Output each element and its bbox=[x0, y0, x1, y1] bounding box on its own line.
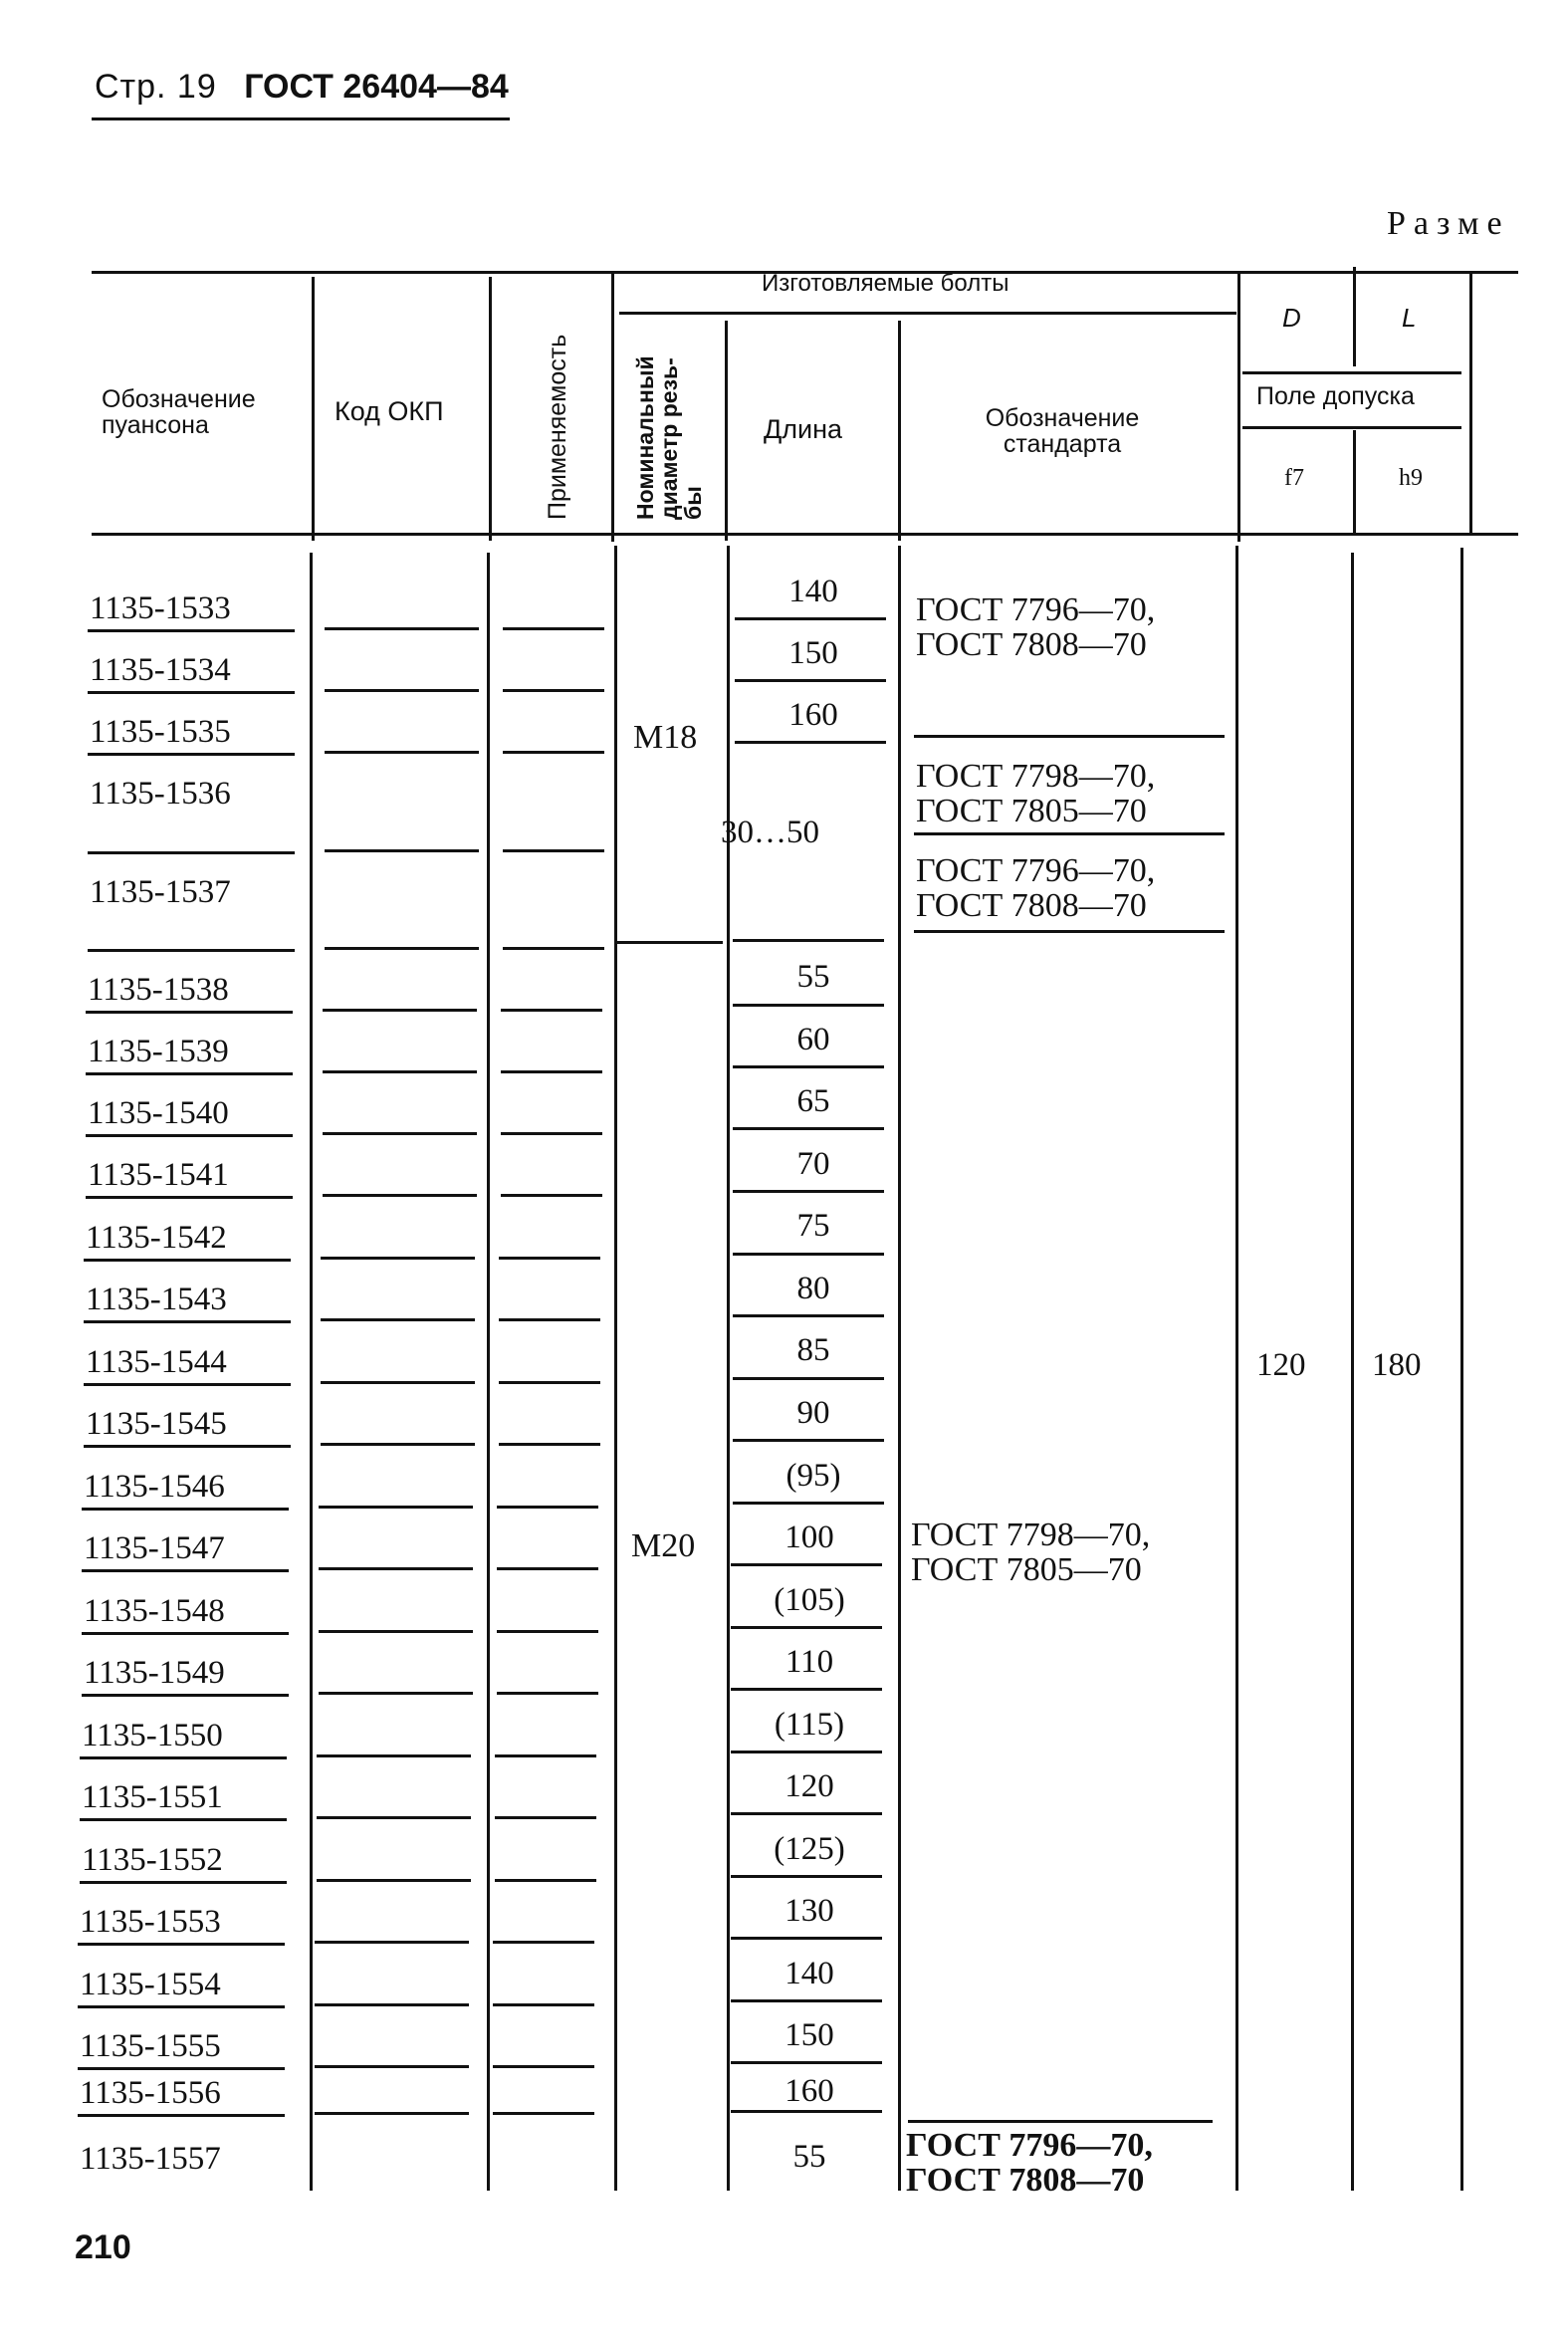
row-rule bbox=[315, 2112, 469, 2115]
row-rule bbox=[503, 627, 604, 630]
length-cell: 70 bbox=[796, 1146, 830, 1182]
length-cell: 90 bbox=[796, 1395, 830, 1431]
top-right-label: Разме bbox=[1387, 205, 1510, 242]
row-rule bbox=[497, 1567, 598, 1570]
row-rule bbox=[82, 1508, 289, 1511]
d-value: 120 bbox=[1256, 1347, 1306, 1383]
table-row-code: 1135-1544 bbox=[86, 1344, 227, 1380]
row-rule bbox=[323, 1009, 477, 1012]
row-rule bbox=[323, 1132, 477, 1135]
standard-cell bbox=[916, 854, 1155, 923]
row-rule bbox=[86, 1134, 293, 1137]
table-row-code: 1135-1548 bbox=[84, 1593, 225, 1629]
row-rule bbox=[78, 2067, 285, 2070]
standard-line: ГОСТ 7796—70, bbox=[906, 2127, 1153, 2164]
row-rule bbox=[78, 1943, 285, 1946]
length-cell: 160 bbox=[784, 2073, 834, 2109]
length-cell: 110 bbox=[784, 1644, 834, 1680]
length-cell: 80 bbox=[796, 1271, 830, 1306]
table-row-code: 1135-1549 bbox=[84, 1655, 225, 1691]
thread-m18: M18 bbox=[633, 719, 698, 756]
length-rule bbox=[733, 1190, 884, 1193]
table-row-code: 1135-1557 bbox=[80, 2141, 221, 2177]
row-rule bbox=[495, 1879, 596, 1882]
col-line-2 bbox=[489, 277, 492, 541]
col-line-7a bbox=[1353, 430, 1356, 535]
running-head bbox=[95, 68, 509, 107]
row-rule bbox=[321, 1381, 475, 1384]
row-rule bbox=[499, 1381, 600, 1384]
standard-line: ГОСТ 7798—70, bbox=[911, 1517, 1151, 1553]
standard-rule bbox=[914, 930, 1225, 933]
standard-cell bbox=[906, 2129, 1153, 2198]
standard-cell bbox=[916, 760, 1155, 828]
row-rule bbox=[315, 1941, 469, 1944]
row-rule bbox=[499, 1318, 600, 1321]
header-okp-code: Код ОКП bbox=[335, 396, 444, 426]
row-rule bbox=[493, 2065, 594, 2068]
length-rule bbox=[733, 939, 884, 942]
page-number: 210 bbox=[75, 2228, 131, 2266]
row-rule bbox=[325, 849, 479, 852]
header-thread-line2: диаметр резь- bbox=[656, 357, 683, 520]
standard-line: ГОСТ 7808—70 bbox=[916, 886, 1147, 924]
col-line-5 bbox=[898, 321, 901, 541]
row-rule bbox=[501, 1132, 602, 1135]
row-rule bbox=[86, 1072, 293, 1075]
length-rule bbox=[731, 1626, 882, 1629]
length-rule bbox=[733, 1004, 884, 1007]
length-cell: 55 bbox=[796, 959, 830, 995]
running-head-page: Стр. 19 bbox=[95, 68, 217, 106]
table-row-code: 1135-1553 bbox=[80, 1904, 221, 1940]
length-cell: 100 bbox=[784, 1519, 834, 1555]
length-cell: 130 bbox=[784, 1893, 834, 1929]
length-cell: (125) bbox=[774, 1831, 845, 1867]
row-rule bbox=[82, 1632, 289, 1635]
col-line-7b bbox=[1351, 553, 1354, 2191]
length-rule bbox=[733, 1127, 884, 1130]
header-thread-line3: бы bbox=[680, 486, 707, 520]
table-row-code: 1135-1555 bbox=[80, 2028, 221, 2064]
row-rule bbox=[84, 1320, 291, 1323]
row-rule bbox=[497, 1692, 598, 1695]
row-rule bbox=[325, 627, 479, 630]
col-line-4 bbox=[725, 321, 728, 541]
table-row-code: 1135-1535 bbox=[90, 714, 231, 750]
header-l: L bbox=[1402, 303, 1417, 333]
row-rule bbox=[78, 2114, 285, 2117]
table-row-code: 1135-1551 bbox=[82, 1779, 223, 1815]
row-rule bbox=[321, 1318, 475, 1321]
length-rule bbox=[731, 1812, 882, 1815]
header-thread-line1: Номинальный bbox=[632, 355, 658, 520]
row-rule bbox=[82, 1694, 289, 1697]
col-line-1 bbox=[312, 277, 315, 541]
length-rule bbox=[735, 741, 886, 744]
header-standard bbox=[938, 405, 1187, 458]
row-rule bbox=[319, 1692, 473, 1695]
row-rule bbox=[319, 1506, 473, 1509]
row-rule bbox=[501, 1070, 602, 1073]
header-thread-diameter bbox=[633, 355, 705, 520]
row-rule bbox=[315, 2003, 469, 2006]
row-rule bbox=[499, 1443, 600, 1446]
row-rule bbox=[503, 849, 604, 852]
header-designation-line1: Обозначение bbox=[102, 385, 256, 413]
standard-line: ГОСТ 7798—70, bbox=[916, 758, 1156, 795]
table-row-code: 1135-1543 bbox=[86, 1282, 227, 1317]
row-rule bbox=[321, 1443, 475, 1446]
standard-rule bbox=[914, 832, 1225, 835]
tolerance-rule bbox=[1242, 426, 1461, 429]
length-rule bbox=[733, 1253, 884, 1256]
row-rule bbox=[88, 753, 295, 756]
table-row-code: 1135-1538 bbox=[88, 972, 229, 1008]
col-line-8b bbox=[1460, 548, 1463, 2191]
length-cell: 140 bbox=[784, 1956, 834, 1991]
table-row-code: 1135-1539 bbox=[88, 1034, 229, 1069]
table-row-code: 1135-1547 bbox=[84, 1530, 225, 1566]
table-row-code: 1135-1545 bbox=[86, 1406, 227, 1442]
standard-rule bbox=[914, 735, 1225, 738]
length-cell: 85 bbox=[796, 1332, 830, 1368]
row-rule bbox=[503, 947, 604, 950]
row-rule bbox=[88, 851, 295, 854]
standard-line: ГОСТ 7805—70 bbox=[916, 792, 1147, 829]
length-cell: 60 bbox=[796, 1022, 830, 1057]
length-cell: (115) bbox=[774, 1707, 845, 1743]
table-row-code: 1135-1554 bbox=[80, 1967, 221, 2002]
running-head-title: ГОСТ 26404—84 bbox=[244, 68, 509, 106]
row-rule bbox=[84, 1445, 291, 1448]
length-cell: 75 bbox=[796, 1208, 830, 1244]
standard-line: ГОСТ 7808—70 bbox=[916, 625, 1147, 663]
row-rule bbox=[499, 1257, 600, 1260]
row-rule bbox=[88, 629, 295, 632]
row-rule bbox=[325, 947, 479, 950]
table-row-code: 1135-1552 bbox=[82, 1842, 223, 1878]
header-designation bbox=[102, 386, 256, 439]
row-rule bbox=[317, 1816, 471, 1819]
row-rule bbox=[78, 2005, 285, 2008]
row-rule bbox=[80, 1756, 287, 1759]
row-rule bbox=[323, 1194, 477, 1197]
table-row-code: 1135-1534 bbox=[90, 652, 231, 688]
col-line-6b bbox=[1235, 546, 1238, 2191]
header-tolerance-field: Поле допуска bbox=[1256, 382, 1415, 410]
row-rule bbox=[315, 2065, 469, 2068]
length-rule bbox=[733, 1439, 884, 1442]
length-rule bbox=[731, 1688, 882, 1691]
length-cell: 160 bbox=[788, 697, 838, 733]
row-rule bbox=[80, 1818, 287, 1821]
table-row-code: 1135-1542 bbox=[86, 1220, 227, 1256]
header-bottom-rule bbox=[92, 533, 1518, 536]
row-rule bbox=[84, 1259, 291, 1262]
length-rule bbox=[733, 1377, 884, 1380]
length-range: 30…50 bbox=[721, 815, 819, 850]
row-rule bbox=[88, 949, 295, 952]
thread-divider bbox=[617, 941, 723, 944]
row-rule bbox=[501, 1009, 602, 1012]
standard-line: ГОСТ 7796—70, bbox=[916, 591, 1156, 628]
col-line-2b bbox=[487, 553, 490, 2191]
row-rule bbox=[82, 1569, 289, 1572]
length-cell: 65 bbox=[796, 1083, 830, 1119]
col-line-3b bbox=[614, 546, 617, 2191]
row-rule bbox=[497, 1630, 598, 1633]
row-rule bbox=[325, 689, 479, 692]
header-d-fit: f7 bbox=[1284, 465, 1304, 491]
col-line-8 bbox=[1469, 271, 1472, 535]
row-rule bbox=[317, 1754, 471, 1757]
header-length: Длина bbox=[764, 414, 843, 444]
length-cell: 120 bbox=[784, 1768, 834, 1804]
length-rule bbox=[731, 2110, 882, 2113]
length-rule bbox=[731, 1937, 882, 1940]
header-applicability: Применяемость bbox=[544, 334, 571, 520]
header-bolts-group: Изготовляемые болты bbox=[762, 270, 1009, 297]
row-rule bbox=[319, 1630, 473, 1633]
table-row-code: 1135-1537 bbox=[90, 874, 231, 910]
length-cell: 140 bbox=[788, 574, 838, 609]
length-cell: 55 bbox=[792, 2139, 826, 2175]
length-rule bbox=[733, 1065, 884, 1068]
length-cell: (95) bbox=[785, 1458, 841, 1494]
row-rule bbox=[86, 1196, 293, 1199]
standard-line: ГОСТ 7796—70, bbox=[916, 852, 1156, 889]
standard-line: ГОСТ 7805—70 bbox=[911, 1550, 1142, 1588]
row-rule bbox=[495, 1754, 596, 1757]
table-row-code: 1135-1540 bbox=[88, 1095, 229, 1131]
length-rule bbox=[731, 2061, 882, 2064]
col-line-7 bbox=[1353, 267, 1356, 366]
col-line-3 bbox=[611, 271, 614, 542]
row-rule bbox=[493, 2112, 594, 2115]
col-line-4b bbox=[727, 546, 730, 2191]
row-rule bbox=[319, 1567, 473, 1570]
row-rule bbox=[88, 691, 295, 694]
length-rule bbox=[733, 1502, 884, 1505]
row-rule bbox=[317, 1879, 471, 1882]
row-rule bbox=[321, 1257, 475, 1260]
header-d: D bbox=[1282, 303, 1301, 333]
row-rule bbox=[84, 1383, 291, 1386]
header-standard-line2: стандарта bbox=[1003, 430, 1122, 459]
row-rule bbox=[493, 1941, 594, 1944]
row-rule bbox=[501, 1194, 602, 1197]
header-designation-line2: пуансона bbox=[102, 411, 209, 440]
col-line-5b bbox=[898, 546, 901, 2191]
row-rule bbox=[86, 1011, 293, 1014]
row-rule bbox=[495, 1816, 596, 1819]
length-rule bbox=[731, 1875, 882, 1878]
dl-rule bbox=[1242, 371, 1461, 374]
bolts-group-rule bbox=[619, 312, 1236, 315]
col-line-1b bbox=[310, 553, 313, 2191]
standard-cell bbox=[911, 1518, 1150, 1587]
table-row-code: 1135-1541 bbox=[88, 1157, 229, 1193]
row-rule bbox=[503, 751, 604, 754]
row-rule bbox=[493, 2003, 594, 2006]
length-cell: 150 bbox=[788, 635, 838, 671]
length-cell: 150 bbox=[784, 2017, 834, 2053]
thread-m20: M20 bbox=[631, 1527, 696, 1564]
table-row-code: 1135-1536 bbox=[90, 776, 231, 812]
table-row-code: 1135-1546 bbox=[84, 1469, 225, 1505]
length-rule bbox=[731, 1563, 882, 1566]
length-cell: (105) bbox=[774, 1582, 845, 1618]
header-l-fit: h9 bbox=[1399, 465, 1423, 491]
row-rule bbox=[323, 1070, 477, 1073]
col-line-6 bbox=[1237, 271, 1240, 542]
standard-rule bbox=[908, 2120, 1213, 2123]
header-standard-line1: Обозначение bbox=[985, 404, 1140, 432]
row-rule bbox=[325, 751, 479, 754]
length-rule bbox=[731, 1751, 882, 1753]
length-rule bbox=[733, 1314, 884, 1317]
table-row-code: 1135-1550 bbox=[82, 1718, 223, 1753]
standard-cell bbox=[916, 593, 1155, 662]
row-rule bbox=[497, 1506, 598, 1509]
table-row-code: 1135-1533 bbox=[90, 590, 231, 626]
length-rule bbox=[731, 1999, 882, 2002]
row-rule bbox=[503, 689, 604, 692]
table-row-code: 1135-1556 bbox=[80, 2075, 221, 2111]
length-rule bbox=[735, 617, 886, 620]
row-rule bbox=[80, 1881, 287, 1884]
running-head-rule bbox=[92, 117, 510, 120]
l-value: 180 bbox=[1372, 1347, 1422, 1383]
length-rule bbox=[735, 679, 886, 682]
standard-line: ГОСТ 7808—70 bbox=[906, 2161, 1145, 2199]
